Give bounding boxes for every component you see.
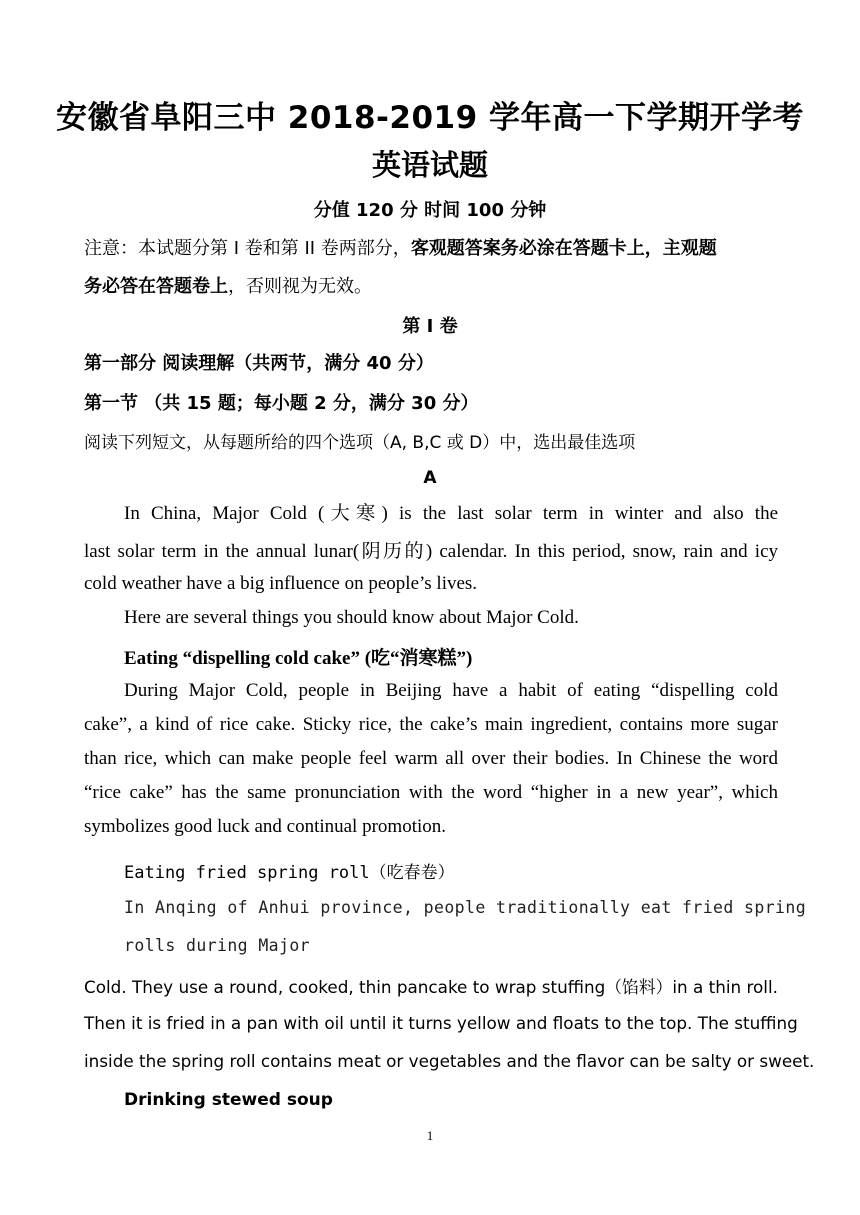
paragraph-line: inside the spring roll contains meat or vegetables and the flavor can be salty or sweet. [84, 1051, 815, 1071]
paragraph-line: In China, Major Cold (大寒) is the last solar term in winter and also the [124, 503, 778, 524]
paragraph-line: than rice, which can make people feel warm all over their bodies. In Chinese the word [84, 748, 778, 769]
instruction-text: 阅读下列短文，从每题所给的四个选项（A, B,C 或 D）中，选出最佳选项 [84, 433, 636, 453]
paragraph-line: Cold. They use a round, cooked, thin pancake to wrap stuffing（馅料）in a thin roll. [84, 977, 778, 997]
paragraph-line: cake”, a kind of rice cake. Sticky rice, the cake’s main ingredient, contains more sugar [84, 714, 778, 735]
paragraph-line: During Major Cold, people in Beijing have a habit of eating “dispelling cold [124, 680, 778, 701]
paragraph-line: Then it is fried in a pan with oil until it turns yellow and floats to the top. The stuffing [84, 1013, 798, 1033]
part1-title: 第一部分 阅读理解（共两节，满分 40 分） [84, 353, 434, 374]
passage-label: A [423, 468, 437, 488]
paragraph-line: In Anqing of Anhui province, people traditionally eat fried spring [124, 898, 807, 917]
section1-title: 第一节 （共 15 题；每小题 2 分，满分 30 分） [84, 393, 479, 414]
paragraph-line: symbolizes good luck and continual promotion. [84, 816, 447, 837]
notice-text-2: ，否则视为无效。 [228, 276, 372, 297]
paragraph-line: cold weather have a big influence on people’s lives. [84, 573, 478, 594]
exam-title-line2: 英语试题 [371, 148, 488, 182]
subheading-cake: Eating “dispelling cold cake” (吃“消寒糕”) [124, 648, 473, 669]
notice-text: 注意：本试题分第 I 卷和第 II 卷两部分， [84, 238, 411, 259]
page-number: 1 [426, 1128, 434, 1143]
notice-line2 [84, 272, 372, 298]
paragraph-line: Here are several things you should know about Major Cold. [124, 607, 579, 628]
paragraph-line: last solar term in the annual lunar(阴历的) calendar. In this period, snow, rain and icy [84, 541, 778, 562]
subheading-soup: Drinking stewed soup [124, 1090, 333, 1110]
volume-title: 第 I 卷 [402, 316, 458, 337]
notice-line1 [84, 234, 778, 260]
notice-emphasis: 客观题答案务必涂在答题卡上，主观题 [410, 238, 717, 259]
paragraph-line: “rice cake” has the same pronunciation with the word “higher in a new year”, which [84, 782, 778, 803]
paragraph-line: rolls during Major [124, 936, 311, 955]
exam-title-line1: 安徽省阜阳三中 2018-2019 学年高一下学期开学考 [55, 100, 804, 136]
notice-emphasis-2: 务必答在答题卷上 [84, 276, 228, 297]
subheading-spring-roll: Eating fried spring roll（吃春卷） [124, 863, 455, 883]
score-time-info: 分值 120 分 时间 100 分钟 [313, 200, 547, 221]
